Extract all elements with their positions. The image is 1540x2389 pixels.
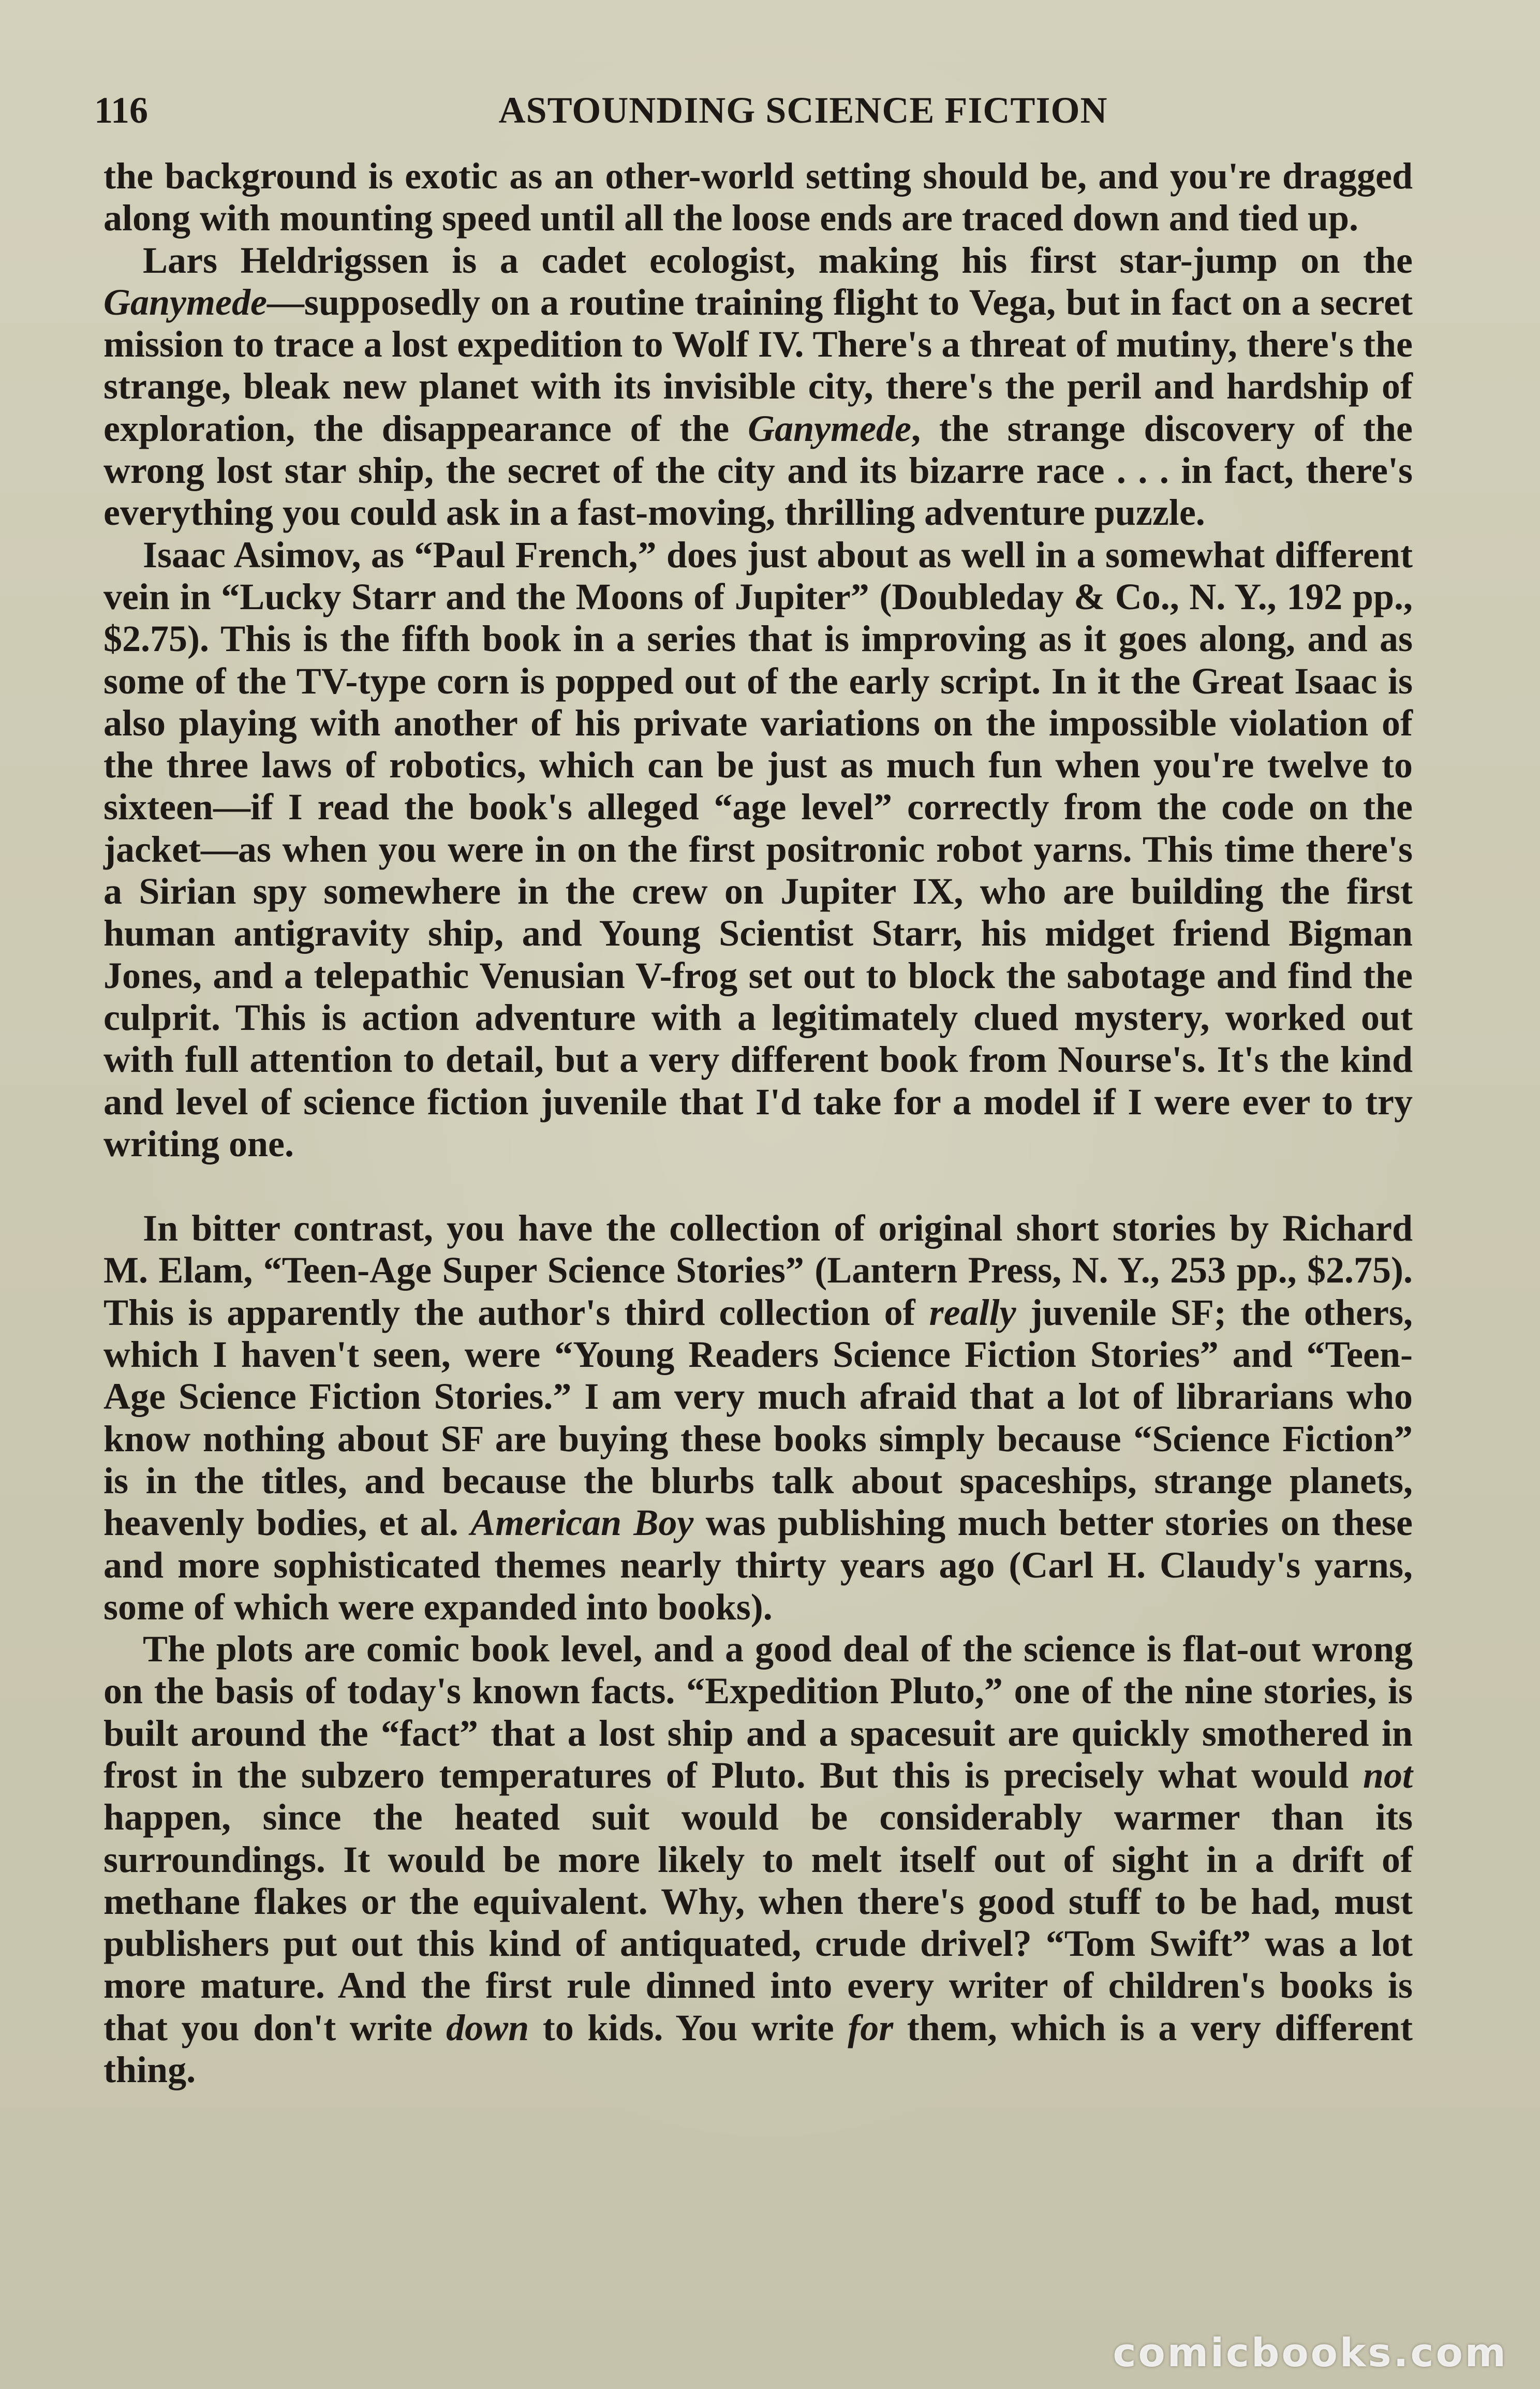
- text-run: the background is exotic as an other-world setting should be, and you're dragged along with mounting speed until all the loose ends are traced down and tied up.: [103, 155, 1413, 239]
- italic-text: American Boy: [470, 1502, 694, 1544]
- running-title: ASTOUNDING SCIENCE FICTION: [498, 90, 1108, 131]
- paragraph: [103, 155, 1413, 240]
- italic-text: not: [1363, 1754, 1413, 1796]
- article-body: [103, 155, 1413, 2091]
- text-run: them, which is a very different thing.: [103, 2007, 1413, 2091]
- italic-text: Ganymede: [748, 407, 912, 449]
- text-run: In bitter contrast, you have the collection of original short stories by Richard M. Elam, “Teen-Age Super Science Stories” (Lantern Press, N. Y., 253 pp., $2.75). This is apparently the author's third collection of: [103, 1207, 1413, 1333]
- text-run: juvenile SF; the others, which I haven't seen, were “Young Readers Science Fiction Stories” and “Teen-Age Science Fiction Stories.” I am very much afraid that a lot of librarians who know nothing about SF are buying these books simply because “Science Fiction” is in the titles, and because the blurbs talk about spaceships, strange planets, heavenly bodies, et al.: [103, 1291, 1413, 1544]
- text-run: —supposedly on a routine training flight to Vega, but in fact on a secret mission to trace a lost expedition to Wolf IV. There's a threat of mutiny, there's the strange, bleak new planet with its invisible city, there's the peril and hardship of exploration, the disappearance of the: [103, 281, 1413, 449]
- paragraph: [103, 534, 1413, 1165]
- text-run: to kids. You write: [529, 2007, 848, 2048]
- site-watermark: comicbooks.com: [1113, 2329, 1508, 2376]
- italic-text: Ganymede: [103, 281, 267, 323]
- page-number: 116: [94, 90, 149, 131]
- italic-text: really: [929, 1291, 1016, 1333]
- text-run: happen, since the heated suit would be considerably warmer than its surroundings. It would be more likely to melt itself out of sight in a drift of methane flakes or the equivalent. Why, when there's good stuff to be had, must publishers put out this kind of antiquated, crude drivel? “Tom Swift” was a lot more mature. And the first rule dinned into every writer of children's books is that you don't write: [103, 1796, 1413, 2048]
- text-run: The plots are comic book level, and a good deal of the science is flat-out wrong on the basis of today's known facts. “Expedition Pluto,” one of the nine stories, is built around the “fact” that a lost ship and a spacesuit are quickly smothered in frost in the subzero temperatures of Pluto. But this is precisely what would: [103, 1628, 1413, 1796]
- page-header: [94, 87, 1419, 134]
- text-run: , the strange discovery of the wrong lost star ship, the secret of the city and its bizarre race . . . in fact, there's everything you could ask in a fast-moving, thrilling adventure puzzle.: [103, 407, 1413, 534]
- text-run: Lars Heldrigssen is a cadet ecologist, making his first star-jump on the: [143, 239, 1413, 281]
- paragraph: [103, 1628, 1413, 2091]
- paragraph: [103, 240, 1413, 534]
- italic-text: for: [848, 2007, 894, 2048]
- text-run: Isaac Asimov, as “Paul French,” does just about as well in a somewhat different vein in “Lucky Starr and the Moons of Jupiter” (Doubleday & Co., N. Y., 192 pp., $2.75). This is the fifth book in a series that is improving as it goes along, and as some of the TV-type corn is popped out of the early script. In it the Great Isaac is also playing with another of his private variations on the impossible violation of the three laws of robotics, which can be just as much fun when you're twelve to sixteen—if I read the book's alleged “age level” correctly from the code on the jacket—as when you were in on the first positronic robot yarns. This time there's a Sirian spy somewhere in the crew on Jupiter IX, who are building the first human antigravity ship, and Young Scientist Starr, his midget friend Bigman Jones, and a telepathic Venusian V-frog set out to block the sabotage and find the culprit. This is action adventure with a legitimately clued mystery, worked out with full attention to detail, but a very different book from Nourse's. It's the kind and level of science fiction juvenile that I'd take for a model if I were ever to try writing one.: [103, 534, 1413, 1164]
- text-run: was publishing much better stories on these and more sophisticated themes nearly thirty years ago (Carl H. Claudy's yarns, some of which were expanded into books).: [103, 1502, 1413, 1628]
- italic-text: down: [446, 2007, 529, 2048]
- paragraph: [103, 1207, 1413, 1628]
- section-break: [103, 1165, 1413, 1207]
